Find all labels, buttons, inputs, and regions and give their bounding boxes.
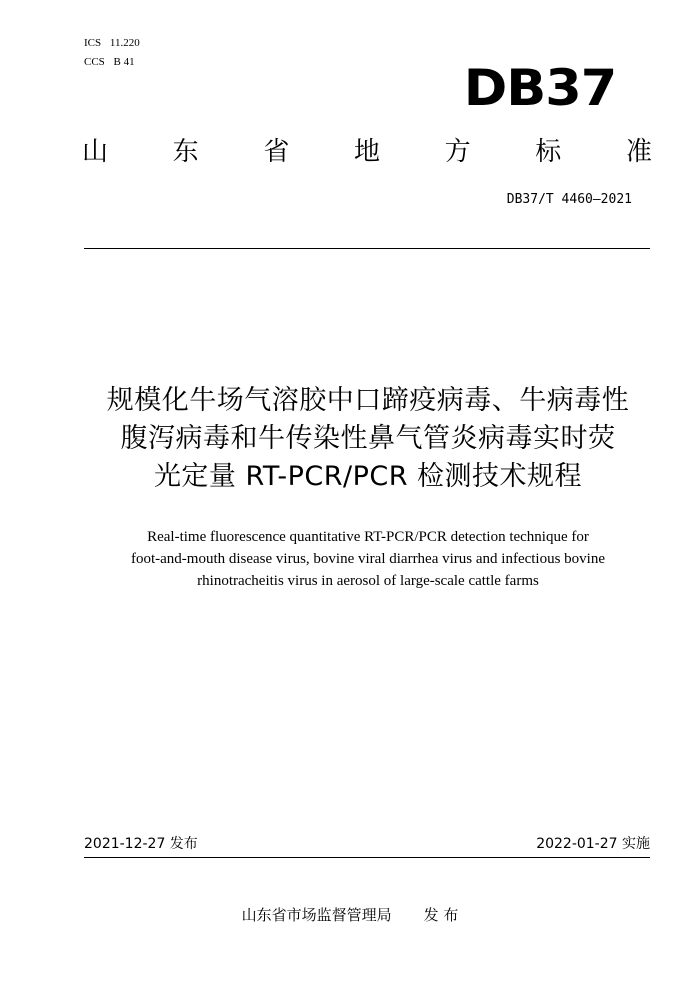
ccs-row [84,53,140,72]
chinese-title-line: 腹泻病毒和牛传染性鼻气管炎病毒实时荧 [120,423,616,454]
chinese-title-line: 光定量 RT-PCR/PCR 检测技术规程 [153,461,583,492]
standard-type-char: 省 [263,137,290,167]
english-title-line: rhinotracheitis virus in aerosol of large-scale cattle farms [197,573,539,589]
classification-codes [84,34,140,72]
standard-type-char: 地 [353,137,380,167]
standard-type-char: 东 [172,137,199,167]
bottom-divider [84,857,650,858]
standard-type-char: 准 [625,137,652,167]
issue-date: 2021-12-27 发布 [84,836,198,852]
standard-type-char: 山 [82,137,109,167]
issuer-action: 发 布 [423,906,459,924]
standard-type-char: 方 [444,137,471,167]
english-title-line: foot-and-mouth disease virus, bovine viral diarrhea virus and infectious bovine [130,551,606,567]
db37-logo: DB37 [463,59,616,117]
ccs-value: B 41 [113,56,135,68]
english-title [60,526,676,592]
chinese-title-line: 规模化牛场气溶胶中口蹄疫病毒、牛病毒性 [106,385,630,416]
top-divider [84,248,650,249]
issuer-name: 山东省市场监督管理局 [241,906,392,924]
ics-value: 11.220 [109,37,140,49]
date-row [84,834,650,854]
chinese-title [70,382,666,496]
standard-type-char: 标 [535,137,562,167]
ics-row [84,34,140,53]
standard-type-heading [82,132,652,172]
issuer-line [0,904,700,926]
ccs-label: CCS [84,56,105,68]
english-title-line: Real-time fluorescence quantitative RT-PCR/PCR detection technique for [147,529,589,545]
ics-label: ICS [84,37,102,49]
implementation-date: 2022-01-27 实施 [536,836,650,852]
standard-number: DB37/T 4460—2021 [506,192,632,207]
